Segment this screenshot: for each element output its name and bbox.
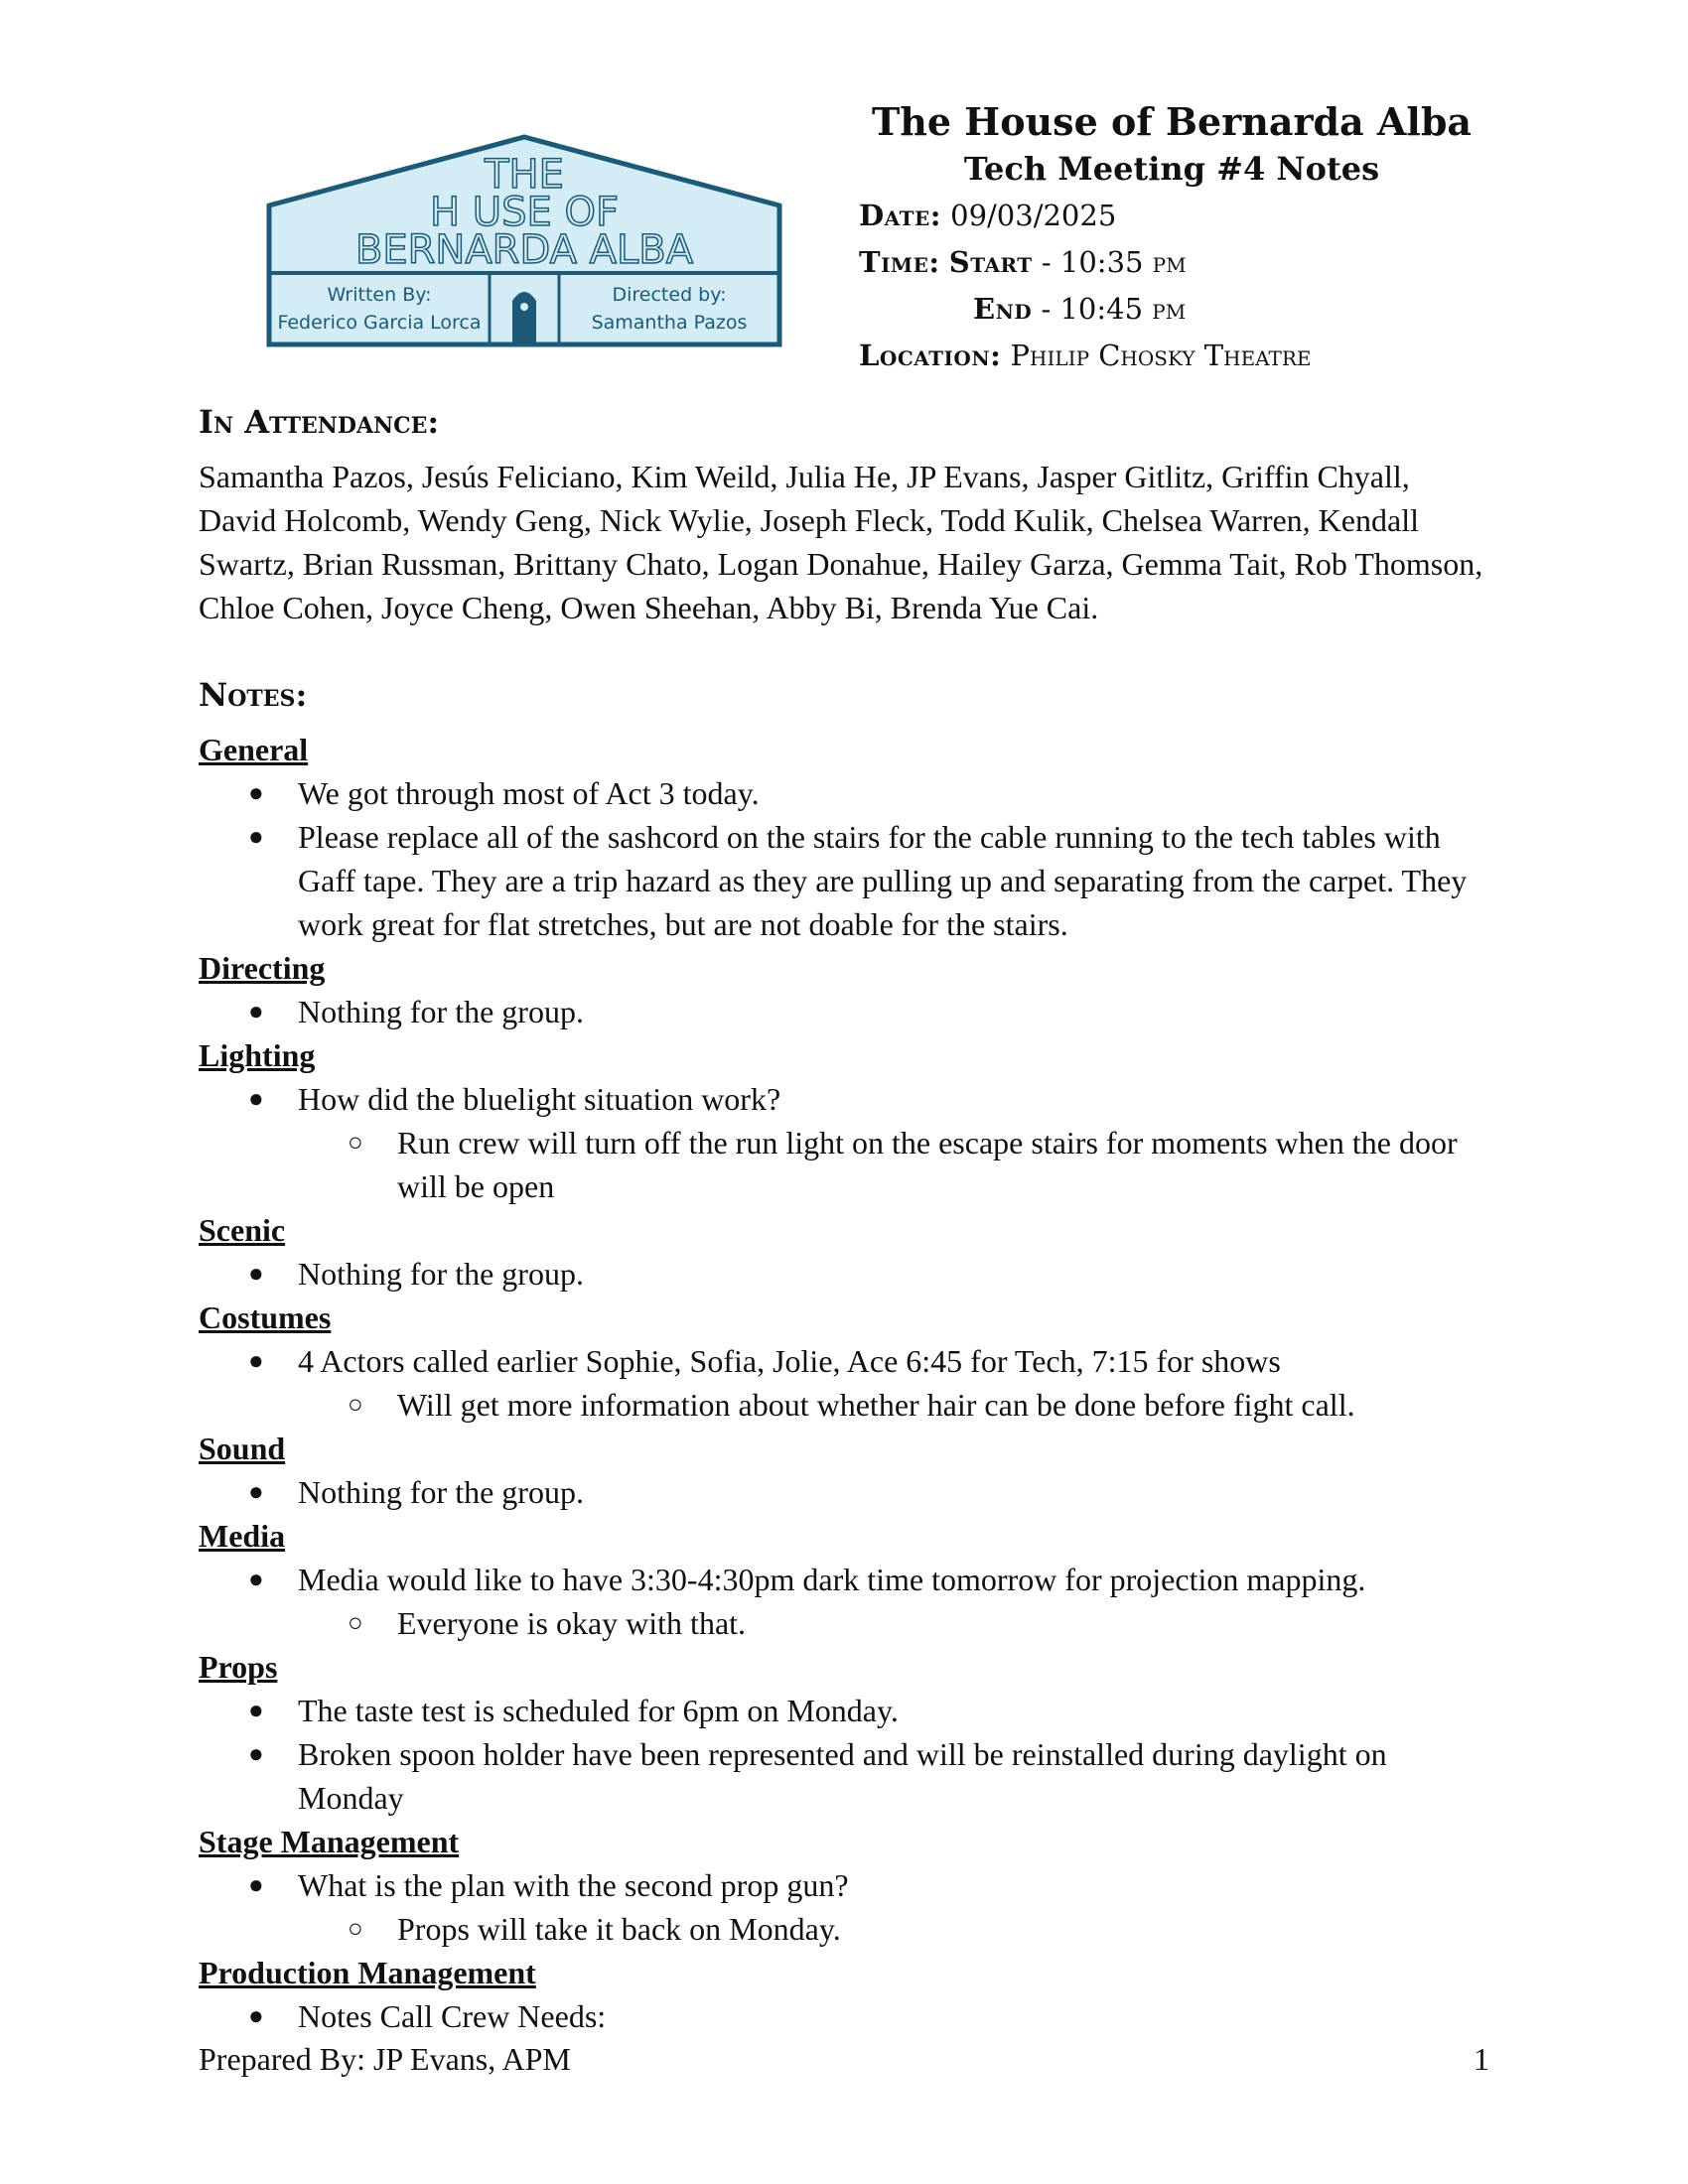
section-list-stage-management <box>199 1863 1499 1951</box>
bullet-item: ● We got through most of Act 3 today. <box>199 771 1499 815</box>
logo-written-label: Written By: <box>327 284 432 306</box>
bullet-item: ● The taste test is scheduled for 6pm on Monday. <box>199 1689 1499 1732</box>
sub-bullet-item: ○ Props will take it back on Monday. <box>199 1907 1499 1951</box>
section-title-costumes: Costumes <box>199 1299 332 1335</box>
logo-written-name: Federico Garcia Lorca <box>277 312 482 334</box>
section-title-scenic: Scenic <box>199 1212 286 1248</box>
section-title-production-management: Production Management <box>199 1955 536 1990</box>
date-label: Date: <box>859 199 941 232</box>
notes-heading: Notes: <box>199 676 308 714</box>
attendance-heading: In Attendance: <box>199 403 440 441</box>
section-list-general <box>199 771 1499 946</box>
logo-line-1: THE <box>485 152 564 198</box>
notes-body <box>199 728 1499 2038</box>
section-list-production-management <box>199 1994 1499 2038</box>
prepared-by: Prepared By: JP Evans, APM <box>199 2041 571 2077</box>
section-title-general: General <box>199 732 309 767</box>
bullet-item: ● Nothing for the group. <box>199 1252 1499 1296</box>
start-value: - 10:35 pm <box>1041 245 1187 279</box>
logo-line-3: BERNARDA ALBA <box>354 227 694 273</box>
bullet-item: ● Nothing for the group. <box>199 990 1499 1033</box>
date-value: 09/03/2025 <box>950 199 1117 232</box>
section-list-media <box>199 1558 1499 1645</box>
start-label: Start <box>948 245 1033 279</box>
bullet-item: ● Broken spoon holder have been represented and will be reinstalled during daylight on Monday <box>199 1732 1499 1820</box>
section-title-media: Media <box>199 1518 286 1554</box>
section-title-props: Props <box>199 1649 278 1685</box>
sub-bullet-item: ○ Will get more information about whether hair can be done before fight call. <box>199 1383 1499 1427</box>
location-value: Philip Chosky Theatre <box>1010 339 1312 372</box>
section-list-directing <box>199 990 1499 1033</box>
bullet-item: ● Please replace all of the sashcord on the stairs for the cable running to the tech tables with Gaff tape. They are a trip hazard as they are pulling up and separating from the carpet. They work great for flat stretches, but are not doable for the stairs. <box>199 815 1499 946</box>
document-subtitle: Tech Meeting #4 Notes <box>963 150 1380 188</box>
time-label: Time: <box>859 245 940 279</box>
section-title-directing: Directing <box>199 950 326 986</box>
bullet-item: ● Media would like to have 3:30-4:30pm dark time tomorrow for projection mapping. <box>199 1558 1499 1601</box>
bullet-item: ● 4 Actors called earlier Sophie, Sofia, Jolie, Ace 6:45 for Tech, 7:15 for shows <box>199 1339 1499 1383</box>
show-logo <box>266 134 782 347</box>
section-title-lighting: Lighting <box>199 1037 316 1073</box>
end-label: End <box>973 292 1033 326</box>
section-list-lighting <box>199 1077 1499 1208</box>
logo-line-2: H USE OF <box>430 190 619 235</box>
logo-directed-label: Directed by: <box>612 284 727 306</box>
bullet-item: ● How did the bluelight situation work? <box>199 1077 1499 1121</box>
section-list-scenic <box>199 1252 1499 1296</box>
meta-end-time <box>973 289 1186 329</box>
section-list-props <box>199 1689 1499 1820</box>
logo-directed-name: Samantha Pazos <box>591 312 748 334</box>
bullet-item: ● Nothing for the group. <box>199 1470 1499 1514</box>
bullet-item: ● What is the plan with the second prop gun? <box>199 1863 1499 1907</box>
section-title-sound: Sound <box>199 1431 286 1466</box>
location-label: Location: <box>859 339 1002 372</box>
end-value: - 10:45 pm <box>1041 292 1187 326</box>
document-title: The House of Bernarda Alba <box>871 99 1473 144</box>
meta-location <box>859 336 1312 375</box>
bullet-item: ● Notes Call Crew Needs: <box>199 1994 1499 2038</box>
sub-bullet-item: ○ Everyone is okay with that. <box>199 1601 1499 1645</box>
attendance-list: Samantha Pazos, Jesús Feliciano, Kim Weild, Julia He, JP Evans, Jasper Gitlitz, Griffin Chyall, David Holcomb, Wendy Geng, Nick Wylie, Joseph Fleck, Todd Kulik, Chelsea Warren, Kendall Swartz, Brian Russman, Brittany Chato, Logan Donahue, Hailey Garza, Gemma Tait, Rob Thomson, Chloe Cohen, Joyce Cheng, Owen Sheehan, Abby Bi, Brenda Yue Cai. <box>199 459 1483 625</box>
meta-date <box>859 196 1116 235</box>
section-title-stage-management: Stage Management <box>199 1824 460 1859</box>
section-list-costumes <box>199 1339 1499 1427</box>
page-number: 1 <box>1474 2041 1489 2077</box>
section-list-sound <box>199 1470 1499 1514</box>
door-icon <box>512 292 536 344</box>
meta-start-time <box>859 242 1187 282</box>
sub-bullet-item: ○ Run crew will turn off the run light on the escape stairs for moments when the door will be open <box>199 1121 1499 1208</box>
